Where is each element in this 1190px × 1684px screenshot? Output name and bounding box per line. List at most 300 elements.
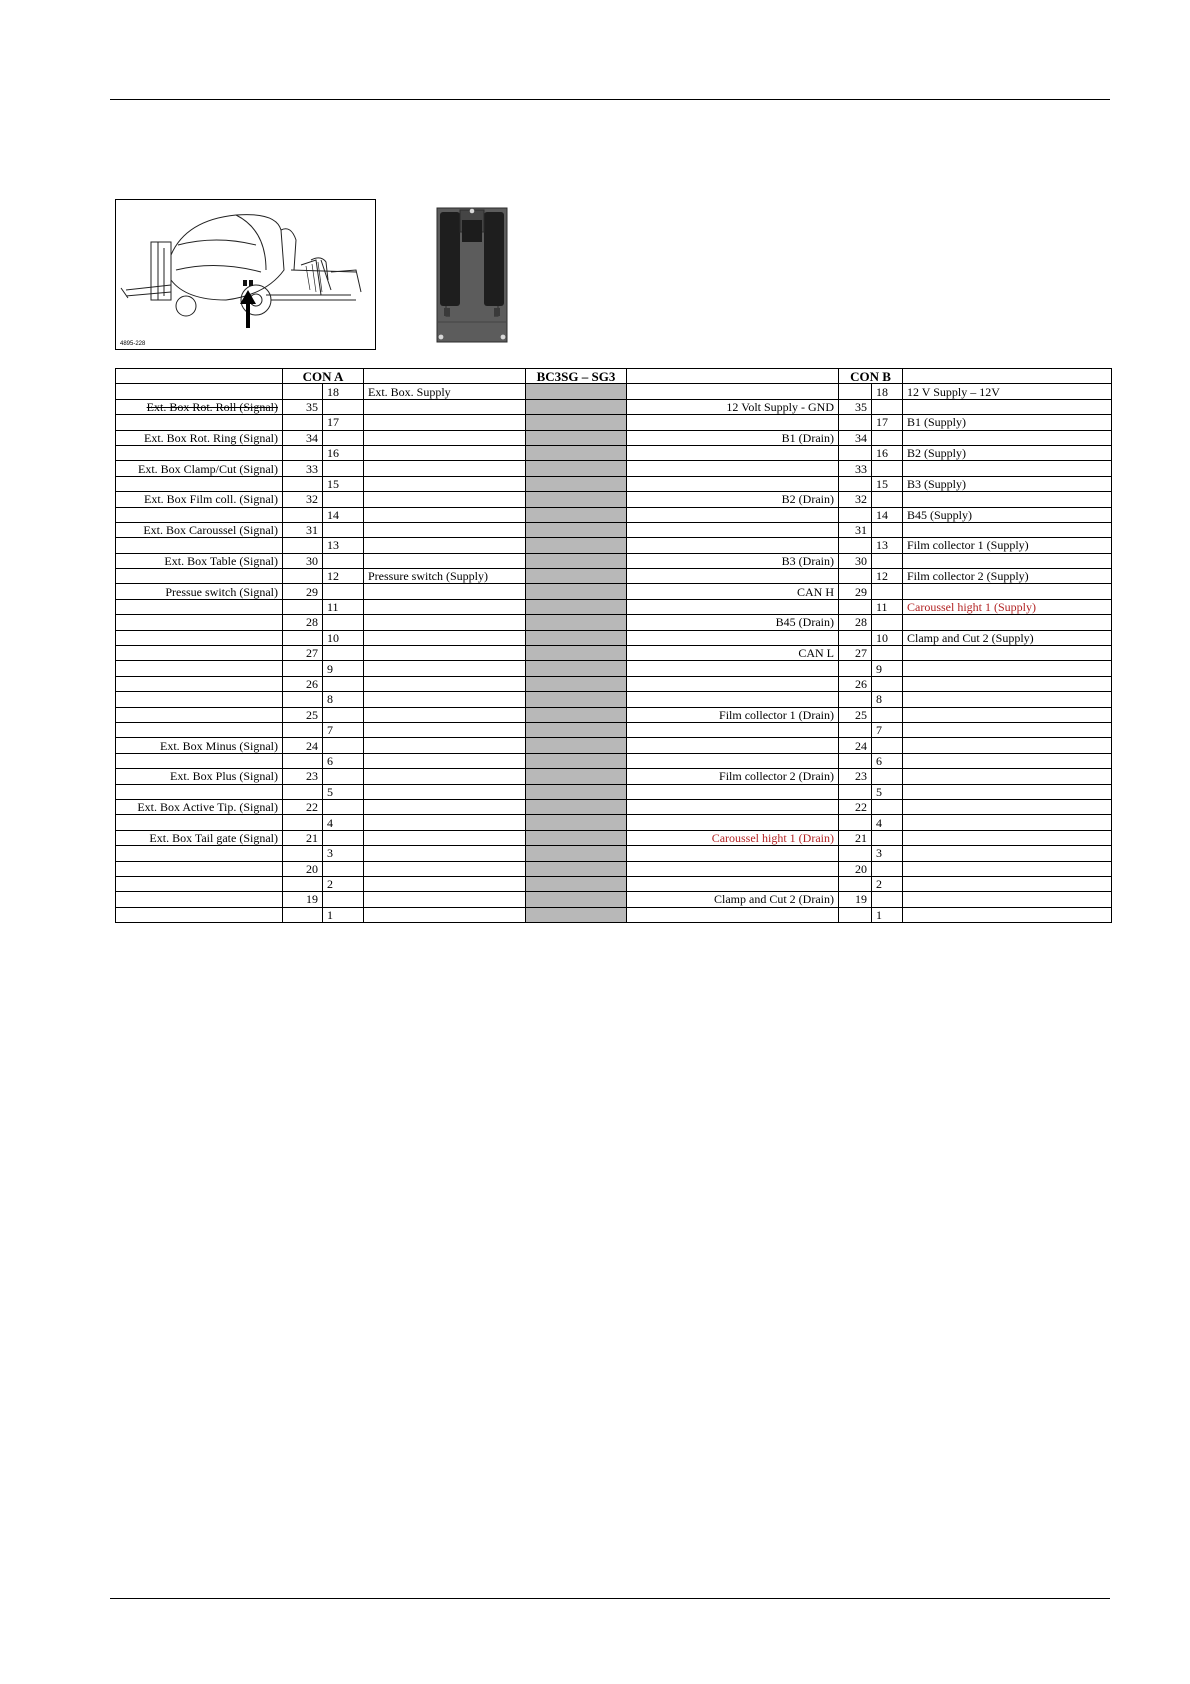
con-b-supply-label [903, 615, 1112, 630]
con-a-pin-even [323, 769, 364, 784]
con-b-drain-label: B45 (Drain) [627, 615, 839, 630]
con-b-drain-label [627, 569, 839, 584]
con-b-supply-label [903, 846, 1112, 861]
module-cell [526, 476, 627, 491]
con-b-supply-label [903, 553, 1112, 568]
con-b-supply-label [903, 722, 1112, 737]
module-cell [526, 538, 627, 553]
con-b-drain-label: Clamp and Cut 2 (Drain) [627, 892, 839, 907]
con-a-pin-odd [283, 784, 323, 799]
con-a-signal-label [116, 676, 283, 691]
con-a-supply-label [364, 584, 526, 599]
con-b-pin-odd [839, 846, 872, 861]
table-row [116, 769, 1112, 784]
con-a-pin-even: 18 [323, 384, 364, 399]
con-b-pin-odd: 34 [839, 430, 872, 445]
con-b-supply-label: Film collector 2 (Supply) [903, 569, 1112, 584]
con-a-supply-label [364, 461, 526, 476]
con-a-supply-label: Ext. Box. Supply [364, 384, 526, 399]
con-a-pin-odd: 33 [283, 461, 323, 476]
con-a-pin-odd: 35 [283, 399, 323, 414]
con-b-pin-even: 6 [872, 753, 903, 768]
con-a-pin-odd [283, 569, 323, 584]
con-b-pin-even [872, 707, 903, 722]
module-cell [526, 599, 627, 614]
con-a-supply-label [364, 646, 526, 661]
con-a-pin-odd [283, 476, 323, 491]
con-b-pin-odd: 22 [839, 799, 872, 814]
con-a-pin-even [323, 399, 364, 414]
con-a-pin-even: 5 [323, 784, 364, 799]
table-row [116, 676, 1112, 691]
con-b-supply-label [903, 522, 1112, 537]
table-row [116, 476, 1112, 491]
table-row [116, 707, 1112, 722]
con-a-pin-even [323, 676, 364, 691]
con-a-supply-label [364, 492, 526, 507]
con-b-pin-even: 14 [872, 507, 903, 522]
con-b-pin-even [872, 861, 903, 876]
con-a-signal-label [116, 599, 283, 614]
module-cell [526, 876, 627, 891]
con-b-pin-odd: 20 [839, 861, 872, 876]
con-a-signal-label [116, 876, 283, 891]
con-b-supply-label [903, 738, 1112, 753]
con-a-signal-label [116, 722, 283, 737]
con-b-supply-label: Film collector 1 (Supply) [903, 538, 1112, 553]
con-a-pin-even: 8 [323, 692, 364, 707]
con-b-pin-even: 11 [872, 599, 903, 614]
table-row [116, 461, 1112, 476]
con-a-pin-odd: 22 [283, 799, 323, 814]
con-b-supply-label [903, 815, 1112, 830]
con-a-signal-label: Ext. Box Caroussel (Signal) [116, 522, 283, 537]
module-header: BC3SG – SG3 [526, 369, 627, 384]
con-b-drain-label [627, 753, 839, 768]
module-cell [526, 753, 627, 768]
con-a-pin-odd: 28 [283, 615, 323, 630]
con-b-supply-label [903, 492, 1112, 507]
con-b-supply-label [903, 769, 1112, 784]
con-a-pin-even [323, 799, 364, 814]
module-cell [526, 846, 627, 861]
con-b-pin-even [872, 522, 903, 537]
table-row [116, 661, 1112, 676]
con-b-drain-label [627, 415, 839, 430]
con-a-signal-label [116, 569, 283, 584]
module-cell [526, 415, 627, 430]
con-b-pin-odd [839, 538, 872, 553]
module-cell [526, 445, 627, 460]
con-a-signal-label: Ext. Box Tail gate (Signal) [116, 830, 283, 845]
con-b-pin-odd: 28 [839, 615, 872, 630]
con-a-pin-odd: 19 [283, 892, 323, 907]
con-a-pin-even: 16 [323, 445, 364, 460]
con-a-signal-label: Ext. Box Table (Signal) [116, 553, 283, 568]
con-a-supply-label [364, 553, 526, 568]
module-cell [526, 399, 627, 414]
module-cell [526, 692, 627, 707]
con-b-pin-odd [839, 599, 872, 614]
con-b-pin-even [872, 892, 903, 907]
con-a-pin-odd [283, 384, 323, 399]
con-b-supply-label [903, 646, 1112, 661]
con-b-drain-label: CAN L [627, 646, 839, 661]
con-b-pin-odd [839, 476, 872, 491]
con-a-pin-even [323, 492, 364, 507]
con-a-signal-label [116, 815, 283, 830]
table-row [116, 907, 1112, 922]
con-b-drain-label [627, 676, 839, 691]
con-a-signal-label [116, 753, 283, 768]
table-row [116, 692, 1112, 707]
table-row [116, 415, 1112, 430]
con-b-supply-label: Caroussel hight 1 (Supply) [903, 599, 1112, 614]
con-a-pin-even: 1 [323, 907, 364, 922]
con-b-supply-label [903, 692, 1112, 707]
con-b-supply-label [903, 830, 1112, 845]
table-row [116, 430, 1112, 445]
con-b-pin-even [872, 646, 903, 661]
con-b-pin-odd [839, 445, 872, 460]
con-a-signal-label: Ext. Box Rot. Ring (Signal) [116, 430, 283, 445]
con-a-pin-even [323, 584, 364, 599]
con-a-supply-label [364, 784, 526, 799]
con-a-pin-even: 9 [323, 661, 364, 676]
con-b-supply-label [903, 461, 1112, 476]
con-b-pin-odd: 29 [839, 584, 872, 599]
con-b-drain-label: Film collector 2 (Drain) [627, 769, 839, 784]
con-b-drain-label [627, 846, 839, 861]
module-cell [526, 799, 627, 814]
con-b-pin-odd [839, 692, 872, 707]
con-b-pin-even [872, 830, 903, 845]
con-b-drain-label [627, 538, 839, 553]
con-b-pin-odd [839, 907, 872, 922]
con-a-pin-even: 17 [323, 415, 364, 430]
con-a-pin-odd: 26 [283, 676, 323, 691]
connector-illustration [436, 206, 508, 344]
con-a-supply-label [364, 399, 526, 414]
con-a-pin-even [323, 615, 364, 630]
con-b-pin-even: 7 [872, 722, 903, 737]
con-a-pin-odd [283, 692, 323, 707]
con-a-signal-label [116, 384, 283, 399]
con-a-pin-odd: 31 [283, 522, 323, 537]
con-a-supply-label [364, 738, 526, 753]
module-cell [526, 769, 627, 784]
con-b-pin-odd: 31 [839, 522, 872, 537]
con-a-supply-label [364, 753, 526, 768]
con-a-supply-label [364, 892, 526, 907]
con-b-pin-odd: 24 [839, 738, 872, 753]
con-a-supply-label [364, 476, 526, 491]
con-b-pin-odd: 32 [839, 492, 872, 507]
module-cell [526, 722, 627, 737]
con-b-pin-even [872, 584, 903, 599]
con-b-pin-odd: 35 [839, 399, 872, 414]
table-row [116, 553, 1112, 568]
table-row [116, 892, 1112, 907]
con-b-pin-even: 10 [872, 630, 903, 645]
con-b-supply-label [903, 907, 1112, 922]
con-b-pin-odd: 27 [839, 646, 872, 661]
con-a-signal-label: Ext. Box Active Tip. (Signal) [116, 799, 283, 814]
con-a-supply-label: Pressure switch (Supply) [364, 569, 526, 584]
module-cell [526, 676, 627, 691]
con-a-pin-odd [283, 907, 323, 922]
con-a-signal-label [116, 907, 283, 922]
con-a-supply-label [364, 661, 526, 676]
con-b-pin-even [872, 799, 903, 814]
con-b-pin-odd: 26 [839, 676, 872, 691]
con-a-pin-even [323, 646, 364, 661]
table-row [116, 538, 1112, 553]
con-b-supply-label [903, 861, 1112, 876]
table-row [116, 722, 1112, 737]
con-a-pin-even [323, 830, 364, 845]
con-a-supply-label [364, 769, 526, 784]
con-a-supply-label [364, 722, 526, 737]
con-a-supply-label [364, 815, 526, 830]
footer-rule [110, 1598, 1110, 1599]
con-b-pin-even: 16 [872, 445, 903, 460]
con-b-drain-label [627, 784, 839, 799]
con-a-supply-label [364, 599, 526, 614]
con-b-drain-label [627, 476, 839, 491]
con-a-supply-label [364, 692, 526, 707]
con-b-supply-label: B1 (Supply) [903, 415, 1112, 430]
table-row [116, 738, 1112, 753]
con-a-signal-label [116, 692, 283, 707]
module-cell [526, 907, 627, 922]
con-a-signal-label: Ext. Box Clamp/Cut (Signal) [116, 461, 283, 476]
con-b-drain-label: Film collector 1 (Drain) [627, 707, 839, 722]
con-a-pin-even: 2 [323, 876, 364, 891]
con-b-pin-odd [839, 753, 872, 768]
con-b-supply-label [903, 707, 1112, 722]
baler-wrapper-illustration [116, 200, 375, 349]
con-b-pin-odd [839, 384, 872, 399]
con-a-pin-odd: 27 [283, 646, 323, 661]
con-a-pin-odd: 25 [283, 707, 323, 722]
con-b-drain-label: B2 (Drain) [627, 492, 839, 507]
con-b-pin-odd [839, 507, 872, 522]
con-b-pin-even [872, 461, 903, 476]
con-b-supply-label: B3 (Supply) [903, 476, 1112, 491]
con-b-pin-even [872, 769, 903, 784]
con-a-supply-label [364, 876, 526, 891]
con-b-pin-even [872, 492, 903, 507]
con-b-supply-label: 12 V Supply – 12V [903, 384, 1112, 399]
con-a-pin-odd: 29 [283, 584, 323, 599]
con-b-supply-label: Clamp and Cut 2 (Supply) [903, 630, 1112, 645]
table-row [116, 646, 1112, 661]
con-b-supply-label [903, 799, 1112, 814]
con-a-signal-label [116, 707, 283, 722]
con-b-drain-label: Caroussel hight 1 (Drain) [627, 830, 839, 845]
con-a-pin-even [323, 738, 364, 753]
table-row [116, 630, 1112, 645]
con-b-drain-label [627, 661, 839, 676]
con-b-supply-label [903, 753, 1112, 768]
table-row [116, 569, 1112, 584]
table-row [116, 876, 1112, 891]
con-b-pin-odd: 30 [839, 553, 872, 568]
con-b-pin-even: 13 [872, 538, 903, 553]
con-a-pin-even [323, 522, 364, 537]
table-row [116, 522, 1112, 537]
con-a-pin-even [323, 430, 364, 445]
con-b-pin-even: 5 [872, 784, 903, 799]
module-cell [526, 615, 627, 630]
con-a-supply-label [364, 630, 526, 645]
con-b-pin-even: 4 [872, 815, 903, 830]
con-b-drain-label [627, 599, 839, 614]
con-b-drain-label [627, 815, 839, 830]
con-b-pin-even: 1 [872, 907, 903, 922]
con-a-signal-label: Pressue switch (Signal) [116, 584, 283, 599]
con-b-pin-odd [839, 415, 872, 430]
con-b-supply-label [903, 676, 1112, 691]
con-a-pin-even [323, 861, 364, 876]
con-b-pin-odd: 33 [839, 461, 872, 476]
con-a-signal-label [116, 615, 283, 630]
module-cell [526, 384, 627, 399]
con-b-supply-label [903, 661, 1112, 676]
con-b-drain-label [627, 876, 839, 891]
con-b-drain-label [627, 522, 839, 537]
table-row [116, 507, 1112, 522]
con-a-supply-label [364, 830, 526, 845]
con-a-pin-odd [283, 876, 323, 891]
module-cell [526, 861, 627, 876]
con-b-pin-odd: 23 [839, 769, 872, 784]
module-cell [526, 522, 627, 537]
con-a-supply-label [364, 707, 526, 722]
con-a-supply-label [364, 907, 526, 922]
table-row [116, 846, 1112, 861]
con-a-signal-label [116, 646, 283, 661]
con-b-supply-label [903, 784, 1112, 799]
table-row [116, 492, 1112, 507]
con-b-drain-label: 12 Volt Supply - GND [627, 399, 839, 414]
con-b-header: CON B [839, 369, 903, 384]
con-a-signal-label [116, 846, 283, 861]
con-a-pin-even: 13 [323, 538, 364, 553]
con-a-signal-label [116, 661, 283, 676]
module-cell [526, 569, 627, 584]
con-a-signal-label [116, 892, 283, 907]
con-b-pin-odd [839, 630, 872, 645]
con-a-supply-label [364, 538, 526, 553]
machine-figure [115, 199, 376, 350]
con-a-pin-even: 15 [323, 476, 364, 491]
con-a-supply-label [364, 799, 526, 814]
table-row [116, 615, 1112, 630]
con-b-pin-even: 17 [872, 415, 903, 430]
module-cell [526, 507, 627, 522]
con-b-supply-label [903, 892, 1112, 907]
con-a-pin-odd [283, 722, 323, 737]
table-row [116, 861, 1112, 876]
con-a-pin-even: 14 [323, 507, 364, 522]
con-a-pin-even: 3 [323, 846, 364, 861]
con-b-supply-label [903, 399, 1112, 414]
table-row [116, 584, 1112, 599]
con-a-pin-odd [283, 753, 323, 768]
con-a-pin-even: 4 [323, 815, 364, 830]
module-cell [526, 661, 627, 676]
con-b-pin-even: 12 [872, 569, 903, 584]
module-cell [526, 430, 627, 445]
figure-code: 4895-228 [120, 341, 146, 347]
con-a-signal-label [116, 538, 283, 553]
con-a-pin-even [323, 707, 364, 722]
con-a-signal-label [116, 445, 283, 460]
con-a-pin-odd [283, 815, 323, 830]
con-a-signal-label [116, 861, 283, 876]
con-b-pin-even [872, 738, 903, 753]
module-cell [526, 830, 627, 845]
con-a-pin-odd [283, 661, 323, 676]
table-row [116, 753, 1112, 768]
con-b-pin-even: 18 [872, 384, 903, 399]
con-b-pin-even: 2 [872, 876, 903, 891]
con-b-drain-label [627, 799, 839, 814]
con-b-drain-label [627, 384, 839, 399]
con-a-supply-label [364, 846, 526, 861]
con-a-supply-label [364, 522, 526, 537]
con-a-pin-even [323, 553, 364, 568]
con-a-pin-odd [283, 538, 323, 553]
module-cell [526, 784, 627, 799]
con-a-supply-label [364, 676, 526, 691]
con-a-signal-label [116, 630, 283, 645]
con-b-pin-even: 9 [872, 661, 903, 676]
con-b-pin-odd [839, 815, 872, 830]
con-a-signal-label: Ext. Box Rot. Roll (Signal) [116, 399, 283, 414]
con-b-pin-odd [839, 569, 872, 584]
table-row [116, 784, 1112, 799]
con-a-signal-label [116, 415, 283, 430]
con-b-pin-odd [839, 722, 872, 737]
con-b-supply-label [903, 584, 1112, 599]
connector-marker [243, 280, 247, 286]
con-a-supply-label [364, 445, 526, 460]
con-b-drain-label: B1 (Drain) [627, 430, 839, 445]
module-cell [526, 461, 627, 476]
con-b-supply-label: B45 (Supply) [903, 507, 1112, 522]
con-b-pin-even [872, 615, 903, 630]
con-a-pin-odd: 24 [283, 738, 323, 753]
table-row [116, 830, 1112, 845]
module-cell [526, 646, 627, 661]
table-row [116, 384, 1112, 399]
con-b-pin-even [872, 399, 903, 414]
con-a-pin-odd [283, 630, 323, 645]
con-a-pin-odd: 30 [283, 553, 323, 568]
con-a-supply-label [364, 507, 526, 522]
module-cell [526, 815, 627, 830]
module-cell [526, 892, 627, 907]
con-a-pin-odd [283, 846, 323, 861]
con-a-signal-label: Ext. Box Minus (Signal) [116, 738, 283, 753]
con-a-signal-label: Ext. Box Plus (Signal) [116, 769, 283, 784]
con-b-supply-label [903, 876, 1112, 891]
module-cell [526, 584, 627, 599]
con-a-pin-even: 10 [323, 630, 364, 645]
